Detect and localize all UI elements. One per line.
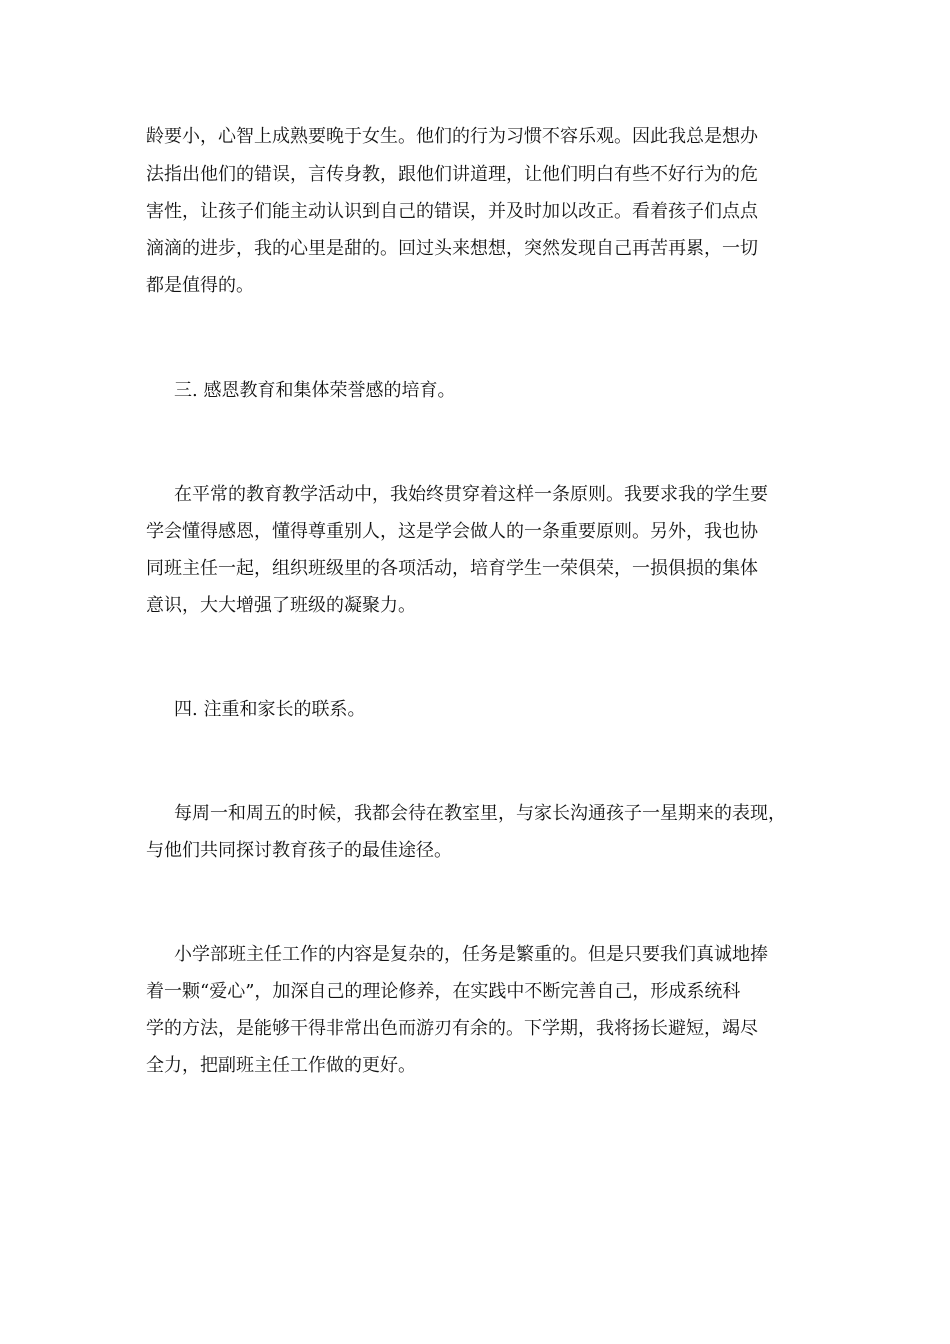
paragraph-1-line-1: 龄要小，心智上成熟要晚于女生。他们的行为习惯不容乐观。因此我总是想办: [146, 126, 758, 147]
paragraph-1-line-4: 滴滴的进步，我的心里是甜的。回过头来想想，突然发现自己再苦再累，一切: [146, 238, 758, 259]
paragraph-2-line-4: 意识，大大增强了班级的凝聚力。: [146, 595, 416, 616]
paragraph-1-line-3: 害性，让孩子们能主动认识到自己的错误，并及时加以改正。看着孩子们点点: [146, 201, 758, 222]
paragraph-4-line-3: 学的方法，是能够干得非常出色而游刃有余的。下学期，我将扬长避短，竭尽: [146, 1018, 758, 1039]
paragraph-4-line-1: 小学部班主任工作的内容是复杂的，任务是繁重的。但是只要我们真诚地捧: [174, 944, 768, 965]
paragraph-1-line-5: 都是值得的。: [146, 275, 254, 296]
paragraph-2-line-3: 同班主任一起，组织班级里的各项活动，培育学生一荣俱荣，一损俱损的集体: [146, 558, 758, 579]
section-heading-3: 三. 感恩教育和集体荣誉感的培育。: [174, 380, 456, 401]
paragraph-4-line-4: 全力，把副班主任工作做的更好。: [146, 1055, 416, 1076]
section-heading-4: 四. 注重和家长的联系。: [174, 699, 366, 720]
paragraph-4-line-2: 着一颗“爱心”，加深自己的理论修养，在实践中不断完善自己，形成系统科: [146, 981, 741, 1002]
paragraph-2-line-1: 在平常的教育教学活动中，我始终贯穿着这样一条原则。我要求我的学生要: [174, 484, 768, 505]
paragraph-3-line-2: 与他们共同探讨教育孩子的最佳途径。: [146, 840, 452, 861]
paragraph-1-line-2: 法指出他们的错误，言传身教，跟他们讲道理，让他们明白有些不好行为的危: [146, 164, 758, 185]
paragraph-3-line-1: 每周一和周五的时候，我都会待在教室里，与家长沟通孩子一星期来的表现，: [174, 803, 786, 824]
paragraph-2-line-2: 学会懂得感恩，懂得尊重别人，这是学会做人的一条重要原则。另外，我也协: [146, 521, 758, 542]
